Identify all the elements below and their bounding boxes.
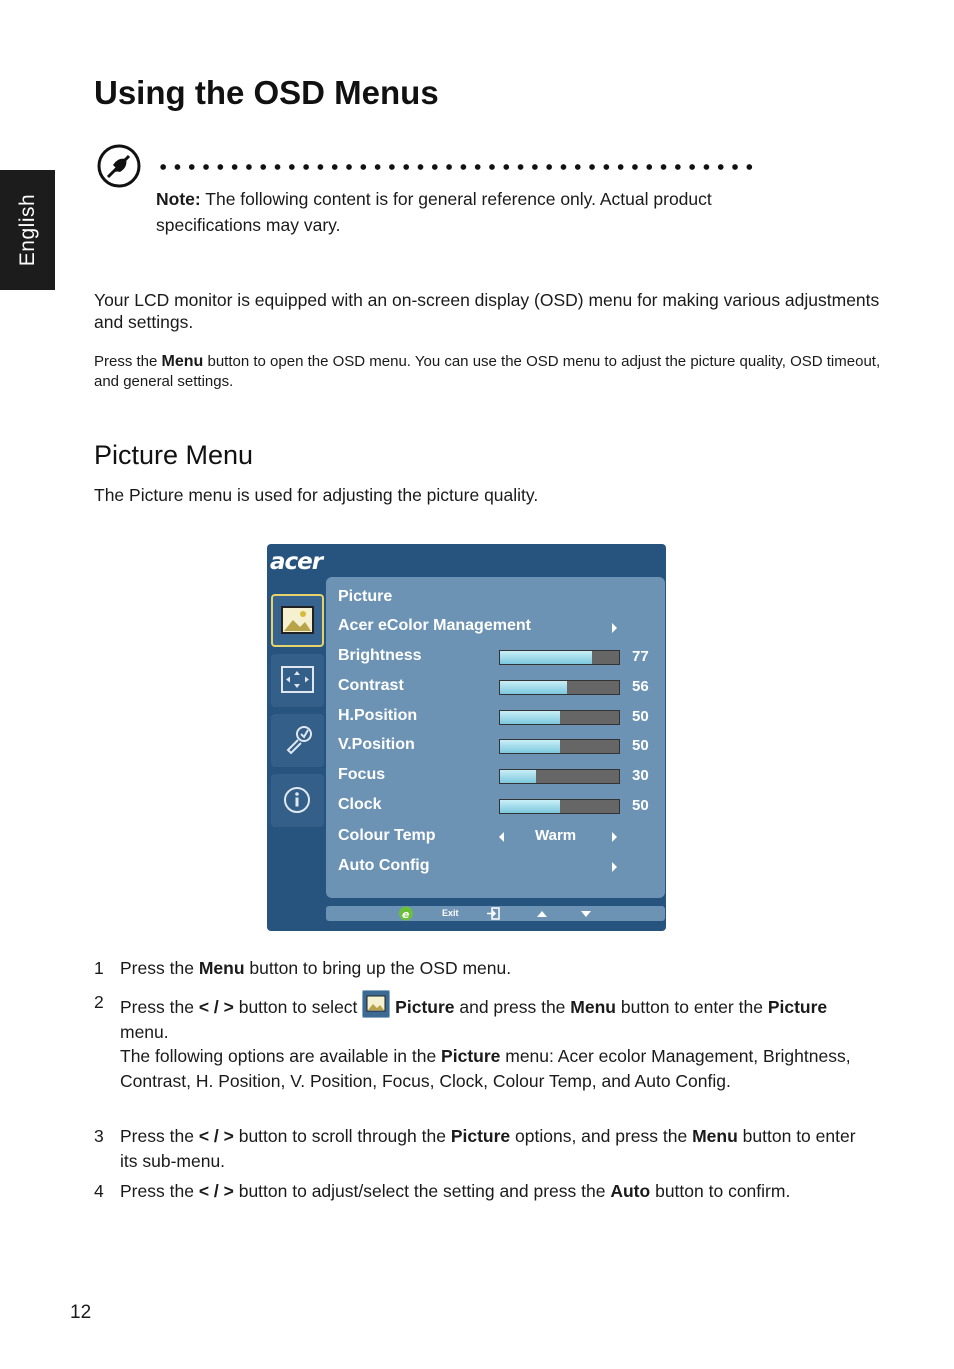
press-suffix: button to open the OSD menu. You can use the OSD menu to adjust the picture quality, OSD timeout, and general settings. (94, 353, 881, 390)
osd-header: Picture (338, 588, 393, 605)
step-1-a: Press the (120, 958, 194, 978)
osd-item-slider[interactable] (499, 650, 620, 665)
step-1-menu: Menu (198, 958, 245, 978)
step-3-picture: Picture (450, 1126, 511, 1146)
language-tab (0, 170, 55, 290)
osd-ecolor-item[interactable]: Acer eColor Management (338, 617, 531, 634)
osd-item-slider[interactable] (499, 710, 620, 725)
osd-colour-temp-value: Warm (535, 827, 577, 844)
step-2b-b: menu: Acer ecolor Management, Brightness, Contrast, H. Position, V. Position, Focus, Clock, Colour Temp, and Auto Config. (120, 1046, 851, 1091)
section-desc: The Picture menu is used for adjusting the picture quality. (94, 485, 539, 505)
osd-item-value: 50 (632, 797, 649, 814)
acer-logo: acer (270, 549, 323, 575)
osd-item-slider-fill (500, 770, 536, 783)
note-body: The following content is for general reference only. Actual product specifications may vary. (156, 189, 712, 235)
page-title: Using the OSD Menus (94, 74, 439, 111)
note-icon (96, 143, 142, 189)
enter-icon[interactable] (486, 907, 500, 920)
section-title: Picture Menu (94, 440, 254, 470)
osd-item-slider[interactable] (499, 739, 620, 754)
step-4-number: 4 (94, 1181, 104, 1201)
settings-icon[interactable] (271, 714, 324, 767)
osd-item-value: 56 (632, 677, 649, 695)
osd-item-slider[interactable] (499, 680, 620, 695)
eco-e-icon (398, 906, 414, 921)
up-arrow-icon[interactable] (536, 909, 548, 918)
osd-item-value: 30 (632, 767, 649, 785)
step-1-number: 1 (94, 958, 104, 978)
down-arrow-icon[interactable] (580, 909, 592, 918)
osd-item-value: 50 (632, 707, 649, 725)
step-2-e: menu. (120, 1022, 169, 1042)
picture-icon (362, 990, 390, 1018)
osd-item-slider[interactable] (499, 769, 620, 784)
osd-item-slider-fill (500, 681, 567, 694)
ecolor-arrow-icon (612, 623, 617, 633)
step-4 (120, 1179, 840, 1204)
page-number: 12 (70, 1302, 92, 1323)
press-menu-keyword: Menu (161, 353, 204, 370)
osd-item-label[interactable]: Brightness (338, 647, 422, 664)
step-2-options (120, 1044, 860, 1094)
exit-label[interactable]: Exit (442, 908, 459, 918)
step-4-a: Press the (120, 1181, 194, 1201)
step-3-keys: < / > (198, 1126, 234, 1146)
step-4-auto: Auto (610, 1181, 651, 1201)
osd-item-slider-fill (500, 800, 560, 813)
note-text (156, 186, 796, 238)
step-2-b: button to select (238, 997, 358, 1017)
step-3-number: 3 (94, 1126, 104, 1146)
svg-text:e: e (402, 908, 410, 921)
step-3-menu: Menu (692, 1126, 738, 1146)
osd-item-label[interactable]: Focus (338, 766, 386, 784)
step-3-c: options, and press the (515, 1126, 688, 1146)
left-arrow-icon[interactable] (499, 832, 504, 842)
step-4-b: button to adjust/select the setting and press the (238, 1181, 606, 1201)
osd-item-label[interactable]: V.Position (338, 736, 415, 754)
step-2-keys: < / > (198, 997, 234, 1017)
osd-footer (326, 906, 665, 921)
language-label: English (15, 193, 39, 267)
intro-paragraph: Your LCD monitor is equipped with an on-screen display (OSD) menu for making various adjustments and settings. (94, 290, 880, 332)
step-4-keys: < / > (198, 1181, 234, 1201)
step-2-c: and press the (459, 997, 566, 1017)
osd-panel (326, 577, 665, 898)
osd-item-slider[interactable] (499, 799, 620, 814)
step-2-picture: Picture (395, 997, 455, 1017)
picture-icon[interactable] (271, 594, 324, 647)
step-2-number: 2 (94, 992, 104, 1012)
osd-item-slider-fill (500, 651, 592, 664)
osd-item-value: 77 (632, 648, 649, 665)
step-3-a: Press the (120, 1126, 194, 1146)
step-3 (120, 1124, 860, 1174)
step-2 (120, 990, 880, 1045)
step-2b-a: The following options are available in the (120, 1046, 437, 1066)
step-2-a: Press the (120, 997, 194, 1017)
osd-screenshot (267, 544, 666, 931)
press-menu-paragraph (94, 352, 884, 391)
step-4-c: button to confirm. (655, 1181, 791, 1201)
step-1-b: button to bring up the OSD menu. (249, 958, 512, 978)
position-icon[interactable] (271, 654, 324, 707)
note-divider (156, 163, 756, 171)
osd-auto-config[interactable]: Auto Config (338, 857, 430, 874)
osd-item-value: 50 (632, 737, 649, 755)
step-2-d: button to enter the (620, 997, 763, 1017)
step-2-picture2: Picture (767, 997, 828, 1017)
info-icon[interactable] (271, 774, 324, 827)
osd-item-label[interactable]: H.Position (338, 706, 418, 724)
step-1 (120, 956, 880, 981)
step-2b-picture: Picture (441, 1046, 501, 1066)
right-arrow-icon[interactable] (612, 832, 617, 842)
step-3-b: button to scroll through the (238, 1126, 446, 1146)
osd-item-slider-fill (500, 711, 560, 724)
auto-config-arrow-icon (612, 862, 617, 872)
osd-colour-temp-label[interactable]: Colour Temp (338, 827, 436, 844)
press-prefix: Press the (94, 353, 158, 370)
osd-item-slider-fill (500, 740, 560, 753)
step-3-d: button to enter its sub-menu. (120, 1126, 856, 1171)
step-2-menu: Menu (570, 997, 616, 1017)
note-label: Note: (156, 189, 201, 209)
osd-item-label[interactable]: Contrast (338, 676, 404, 694)
osd-item-label[interactable]: Clock (338, 796, 382, 813)
